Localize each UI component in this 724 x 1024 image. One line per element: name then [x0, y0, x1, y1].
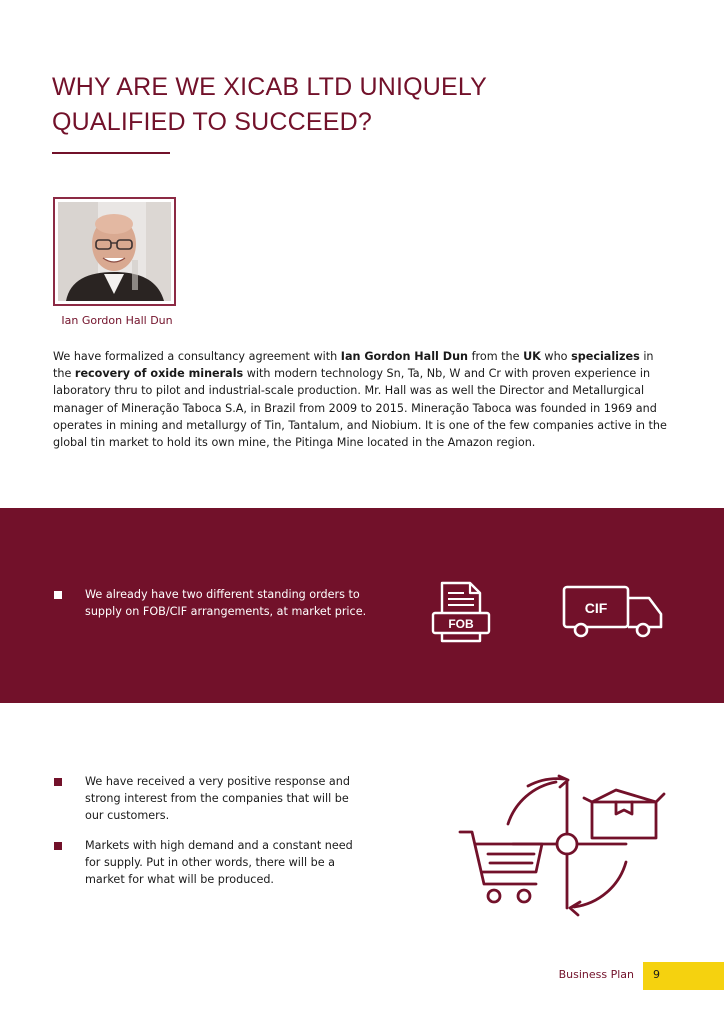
bullet-text-markets: Markets with high demand and a constant need for supply. Put in other words, there will be a market for what will be produced.	[85, 839, 353, 886]
title-underline	[52, 152, 170, 154]
portrait-image	[58, 202, 171, 301]
bullet-marker	[54, 778, 62, 786]
cif-truck-icon	[561, 584, 665, 640]
page-title: WHY ARE WE XICAB LTD UNIQUELY QUALIFIED TO SUCCEED?	[52, 73, 487, 136]
cif-label: CIF	[584, 600, 608, 616]
footer-label: Business Plan	[558, 968, 634, 981]
bullet-marker	[54, 842, 62, 850]
page-number: 9	[653, 968, 660, 981]
band-bullet-marker	[54, 591, 62, 599]
profile-photo	[53, 197, 176, 306]
intro-paragraph: We have formalized a consultancy agreement with Ian Gordon Hall Dun from the UK who specializes in the recovery of oxide minerals with modern technology Sn, Ta, Nb, W and Cr with proven experience in laboratory thru to pilot and industrial-scale production. Mr. Hall was as well the Director and Metallurgical manager of Mineração Taboca S.A, in Brazil from 2009 to 2015. Mineração Taboca was founded in 1969 and operates in mining and metallurgy of Tin, Tantalum, and Niobium. It is one of the few companies active in the global tin market to hold its own mine, the Pitinga Mine located in the Amazon region.	[53, 350, 667, 450]
fob-document-icon	[430, 579, 492, 645]
supply-chain-icon	[456, 772, 666, 920]
photo-caption: Ian Gordon Hall Dun	[61, 314, 173, 327]
bullet-text-response: We have received a very positive response and strong interest from the companies that will be our customers.	[85, 775, 350, 822]
band-bullet-text: We already have two different standing orders to supply on FOB/CIF arrangements, at market price.	[85, 588, 367, 618]
fob-label: FOB	[448, 617, 474, 631]
